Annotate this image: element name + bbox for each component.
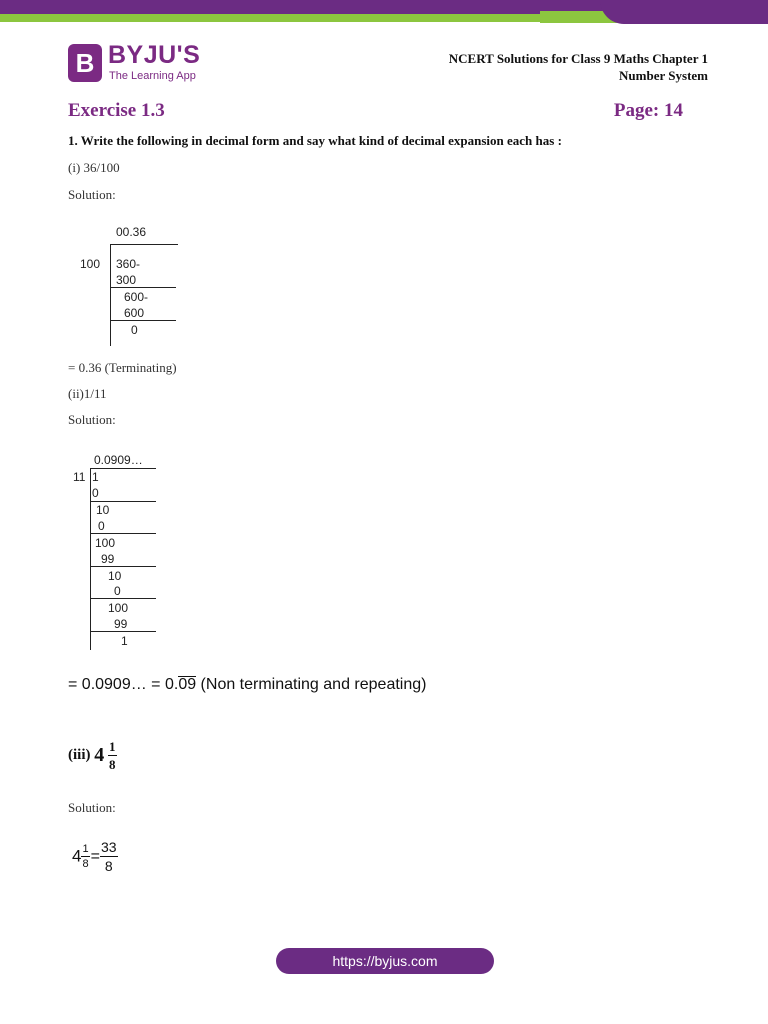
top-decorative-bar bbox=[0, 0, 768, 26]
division-2-quotient: 0.0909… bbox=[94, 453, 143, 467]
division-2-step: 100 bbox=[95, 536, 116, 550]
equation-left-denominator: 8 bbox=[82, 858, 89, 870]
header-title-line2: Number System bbox=[619, 68, 708, 83]
question-1-text: 1. Write the following in decimal form and say what kind of decimal expansion each has : bbox=[68, 133, 562, 148]
division-2-step: 99 bbox=[114, 617, 128, 631]
division-2-step: 1 bbox=[121, 634, 128, 648]
equation-left-fraction bbox=[81, 842, 89, 871]
division-2-step: 0 bbox=[114, 584, 121, 598]
header-title-line1: NCERT Solutions for Class 9 Maths Chapter 1 bbox=[448, 51, 708, 66]
division-2-step: 0 bbox=[98, 519, 105, 533]
equation-right-numerator: 33 bbox=[100, 839, 117, 855]
division-1-step: 600 bbox=[124, 306, 145, 320]
part-1-result: = 0.36 (Terminating) bbox=[68, 360, 177, 375]
footer-url-link[interactable]: https://byjus.com bbox=[276, 948, 494, 974]
part-1-solution-label: Solution: bbox=[68, 187, 116, 202]
part-2-result-prefix: = 0.0909… = bbox=[68, 676, 165, 693]
brand-name: BYJU'S bbox=[108, 41, 201, 69]
division-1-step: 600- bbox=[124, 290, 149, 304]
part-1-label: (i) 36/100 bbox=[68, 160, 120, 175]
equation-whole: 4 bbox=[72, 846, 82, 866]
page-number: Page: 14 bbox=[613, 100, 683, 121]
division-1-step: 300 bbox=[116, 273, 137, 287]
division-2-step: 10 bbox=[108, 569, 122, 583]
division-2-step: 99 bbox=[101, 552, 115, 566]
division-1-quotient: 00.36 bbox=[116, 225, 147, 239]
part-3-solution-label: Solution: bbox=[68, 800, 116, 815]
repeating-digits: 09 bbox=[178, 676, 197, 693]
part-3-fraction bbox=[108, 738, 117, 773]
logo-icon: B bbox=[68, 44, 102, 82]
equation-right-denominator: 8 bbox=[104, 858, 113, 874]
part-2-result-suffix: (Non terminating and repeating) bbox=[196, 676, 427, 693]
part-3-equation bbox=[72, 838, 118, 875]
part-3-whole: 4 bbox=[94, 744, 105, 766]
division-2-step: 1 bbox=[92, 470, 99, 484]
division-2-step: 100 bbox=[108, 601, 129, 615]
equation-equals: = bbox=[90, 847, 100, 865]
division-1-step: 360- bbox=[116, 257, 141, 271]
exercise-title: Exercise 1.3 bbox=[68, 100, 165, 121]
division-2-step: 0 bbox=[92, 486, 99, 500]
part-2-result-integer: 0. bbox=[164, 676, 179, 693]
part-2-result bbox=[68, 676, 426, 694]
part-3-numerator: 1 bbox=[109, 739, 116, 754]
brand-tagline: The Learning App bbox=[109, 70, 196, 82]
division-1-divisor: 100 bbox=[80, 257, 101, 271]
part-3-denominator: 8 bbox=[109, 757, 116, 772]
equation-left-numerator: 1 bbox=[82, 843, 89, 855]
equation-right-fraction bbox=[100, 838, 118, 875]
division-1-step: 0 bbox=[131, 323, 138, 337]
part-3-label-text: (iii) bbox=[68, 747, 91, 763]
part-2-label: (ii)1/11 bbox=[68, 386, 107, 401]
part-3-label bbox=[68, 738, 117, 773]
division-2-divisor: 11 bbox=[73, 470, 86, 484]
division-2-step: 10 bbox=[96, 503, 110, 517]
part-2-solution-label: Solution: bbox=[68, 412, 116, 427]
document-header bbox=[449, 50, 708, 84]
